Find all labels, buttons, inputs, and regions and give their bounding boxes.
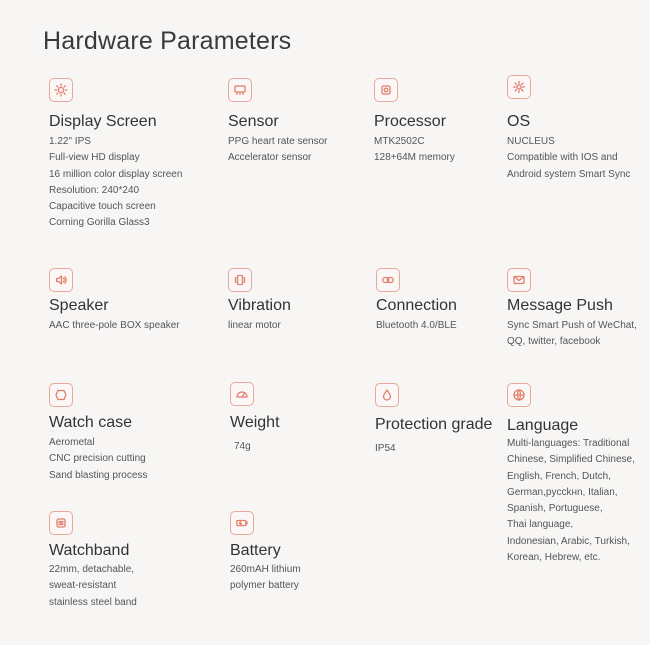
spec-details: 22mm, detachable, sweat-resistant stainless steel band xyxy=(49,564,137,608)
spec-watch-case xyxy=(49,383,148,481)
spec-details: 74g xyxy=(234,441,251,452)
page-title: Hardware Parameters xyxy=(43,27,292,55)
spec-title: Message Push xyxy=(507,297,613,314)
spec-title: Processor xyxy=(374,113,447,130)
spec-protection-grade xyxy=(375,383,493,454)
spec-title: Watchband xyxy=(49,542,130,559)
spec-details: Aerometal CNC precision cutting Sand blasting process xyxy=(49,437,148,481)
speaker-icon xyxy=(49,268,73,292)
envelope-icon xyxy=(507,268,531,292)
spec-details: MTK2502C 128+64M memory xyxy=(374,136,455,164)
spec-title: Speaker xyxy=(49,297,109,314)
vibration-icon xyxy=(228,268,252,292)
spec-connection xyxy=(376,268,457,331)
sensor-icon xyxy=(228,78,252,102)
spec-title: Connection xyxy=(376,297,457,314)
spec-weight xyxy=(230,382,280,452)
spec-title: OS xyxy=(507,113,531,130)
spec-speaker xyxy=(49,268,180,331)
spec-sensor xyxy=(228,78,328,164)
spec-vibration xyxy=(228,268,291,331)
spec-battery xyxy=(230,511,301,592)
band-icon xyxy=(49,511,73,535)
spec-details: PPG heart rate sensor Accelerator sensor xyxy=(228,136,328,164)
spec-watchband xyxy=(49,511,137,608)
spec-message-push xyxy=(507,268,637,348)
scale-icon xyxy=(230,382,254,406)
spec-title: Protection grade xyxy=(375,416,493,433)
spec-title: Battery xyxy=(230,542,281,559)
spec-title: Display Screen xyxy=(49,113,157,130)
battery-icon xyxy=(230,511,254,535)
spec-os xyxy=(507,75,631,180)
droplet-icon xyxy=(375,383,399,407)
spec-details: IP54 xyxy=(375,443,396,454)
spec-title: Sensor xyxy=(228,113,279,130)
spec-title: Language xyxy=(507,417,579,434)
spec-title: Weight xyxy=(230,414,280,431)
spec-language xyxy=(507,383,635,564)
spec-title: Vibration xyxy=(228,297,291,314)
spec-details: Sync Smart Push of WeChat, QQ, twitter, facebook xyxy=(507,320,637,348)
link-icon xyxy=(376,268,400,292)
chip-icon xyxy=(374,78,398,102)
spec-details: 1.22" IPS Full-view HD display 16 million color display screen Resolution: 240*240 Capacitive touch screen Corning Gorilla Glass3 xyxy=(49,136,183,229)
globe-icon xyxy=(507,383,531,407)
spec-details: linear motor xyxy=(228,320,281,331)
spec-title: Watch case xyxy=(49,414,132,431)
gear-icon xyxy=(507,75,531,99)
spec-processor xyxy=(374,78,455,164)
spec-details: NUCLEUS Compatible with IOS and Android system Smart Sync xyxy=(507,136,631,180)
spec-display xyxy=(49,78,183,229)
spec-details: Bluetooth 4.0/BLE xyxy=(376,320,457,331)
case-icon xyxy=(49,383,73,407)
sun-icon xyxy=(49,78,73,102)
spec-details: AAC three-pole BOX speaker xyxy=(49,320,180,331)
spec-details: Multi-languages: Traditional Chinese, Simplified Chinese, English, French, Dutch, German,pycckнn, Italian, Spanish, Portuguese, Thai language, Indonesian, Arabic, Turkish, Korean, Hebrew, etc. xyxy=(507,438,635,564)
spec-details: 260mAH lithium polymer battery xyxy=(230,564,301,592)
